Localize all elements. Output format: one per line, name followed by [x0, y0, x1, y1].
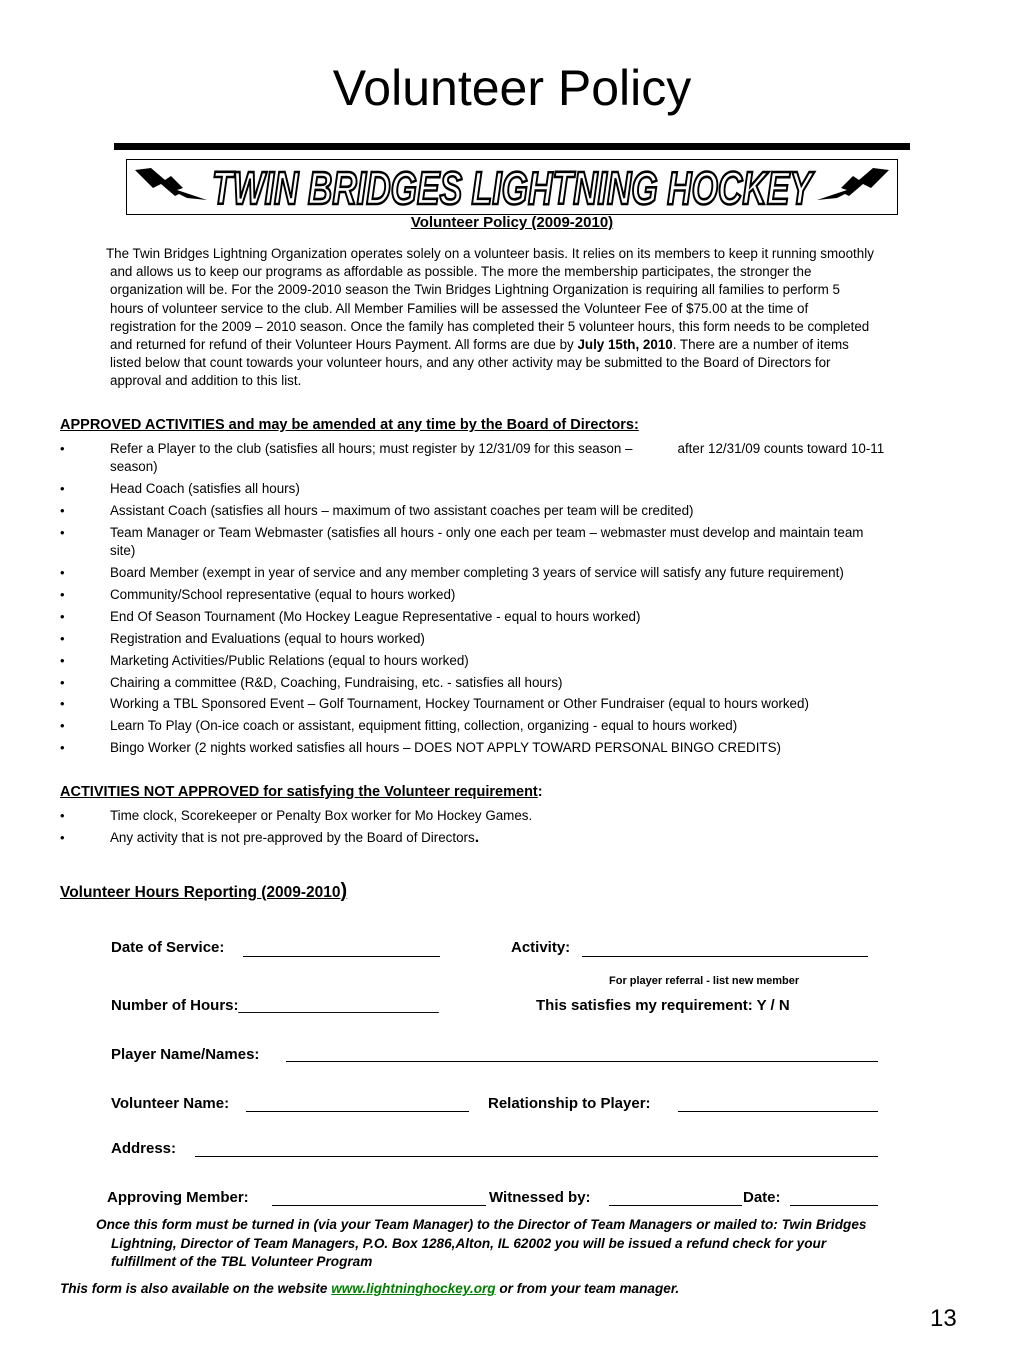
- bullet-icon: •: [60, 609, 65, 624]
- bullet-icon: •: [60, 808, 65, 823]
- bullet-icon: •: [60, 675, 65, 690]
- closing-paragraph: [96, 1216, 866, 1272]
- bullet-icon: •: [60, 718, 65, 733]
- closing-line: Lightning, Director of Team Managers, P.O. Box 1286,Alton, IL 62002 you will be issued a refund check for your: [111, 1235, 827, 1251]
- intro-line: and returned for refund of their Volunteer Hours Payment. All forms are due by July 15th, 2010. There are a number of items: [110, 337, 849, 353]
- date-of-service-field[interactable]: [243, 956, 440, 957]
- bullet-icon: •: [60, 696, 65, 711]
- requirement-question[interactable]: This satisfies my requirement: Y / N: [536, 997, 790, 1014]
- page-title: Volunteer Policy: [332, 60, 692, 116]
- left-lightning-bolt-icon: [135, 168, 207, 200]
- player-names-field[interactable]: [286, 1061, 878, 1062]
- list-item: Head Coach (satisfies all hours): [110, 481, 300, 496]
- list-item: Registration and Evaluations (equal to hours worked): [110, 631, 425, 646]
- bullet-icon: •: [60, 740, 65, 755]
- number-of-hours-field[interactable]: ________________________: [238, 997, 439, 1014]
- volunteer-name-label: Volunteer Name:: [111, 1095, 230, 1112]
- intro-line: approval and addition to this list.: [110, 373, 302, 389]
- bullet-icon: •: [60, 830, 65, 845]
- list-item: End Of Season Tournament (Mo Hockey League Representative - equal to hours worked): [110, 609, 641, 624]
- bullet-icon: •: [60, 441, 65, 456]
- activity-field[interactable]: [582, 956, 868, 957]
- bullet-icon: •: [60, 587, 65, 602]
- bullet-icon: •: [60, 631, 65, 646]
- intro-line: listed below that count towards your volunteer hours, and any other activity may be submitted to the Board of Directors for: [110, 355, 831, 371]
- right-lightning-bolt-icon: [817, 168, 889, 200]
- intro-line: hours of volunteer service to the club. All Member Families will be assessed the Volunteer Fee of $75.00 at the time of: [110, 300, 809, 316]
- witnessed-by-label: Witnessed by:: [489, 1189, 591, 1206]
- relationship-label: Relationship to Player:: [488, 1095, 651, 1112]
- website-note: This form is also available on the website www.lightninghockey.org or from your team manager.: [60, 1281, 680, 1296]
- section-subtitle: Volunteer Policy (2009-2010): [410, 214, 614, 231]
- approved-heading: APPROVED ACTIVITIES and may be amended at any time by the Board of Directors:: [60, 417, 639, 433]
- list-item: Chairing a committee (R&D, Coaching, Fundraising, etc. - satisfies all hours): [110, 675, 563, 690]
- page-number: 13: [930, 1305, 957, 1332]
- list-item: Marketing Activities/Public Relations (equal to hours worked): [110, 653, 469, 668]
- intro-line: and allows us to keep our programs as affordable as possible. The more the membership participates, the stronger the: [110, 264, 812, 280]
- not-approved-heading: ACTIVITIES NOT APPROVED for satisfying the Volunteer requirement:: [60, 784, 543, 800]
- list-item: Bingo Worker (2 nights worked satisfies all hours – DOES NOT APPLY TOWARD PERSONAL BINGO CREDITS): [110, 740, 781, 755]
- intro-line: The Twin Bridges Lightning Organization operates solely on a volunteer basis. It relies on its members to keep it running smoothly: [106, 246, 874, 261]
- activity-note: For player referral - list new member: [609, 975, 800, 987]
- bullet-icon: •: [60, 503, 65, 518]
- list-item: Board Member (exempt in year of service and any member completing 3 years of service will satisfy any future requirement): [110, 565, 844, 580]
- closing-line: Once this form must be turned in (via your Team Manager) to the Director of Team Managers or mailed to: Twin Bridges: [96, 1217, 867, 1232]
- list-item: Assistant Coach (satisfies all hours – maximum of two assistant coaches per team will be credited): [110, 503, 694, 518]
- intro-line: organization will be. For the 2009-2010 season the Twin Bridges Lightning Organization is requiring all families to perform 5: [110, 282, 840, 298]
- bullet-icon: •: [60, 565, 65, 580]
- list-item: Team Manager or Team Webmaster (satisfies all hours - only one each per team – webmaster must develop and maintain team site): [110, 525, 864, 558]
- list-item: Learn To Play (On-ice coach or assistant, equipment fitting, collection, organizing - equal to hours worked): [110, 718, 738, 733]
- banner-text: TWIN BRIDGES LIGHTNING HOCKEY: [212, 162, 816, 214]
- bullet-icon: •: [60, 481, 65, 496]
- reporting-heading: Volunteer Hours Reporting (2009-2010): [60, 880, 348, 902]
- list-item: Working a TBL Sponsored Event – Golf Tournament, Hockey Tournament or Other Fundraiser (equal to hours worked): [110, 696, 809, 711]
- bullet-icon: •: [60, 653, 65, 668]
- intro-line: registration for the 2009 – 2010 season. Once the family has completed their 5 volunteer hours, this form needs to be completed: [110, 318, 870, 334]
- approving-member-field[interactable]: [272, 1205, 486, 1206]
- number-of-hours-label: Number of Hours:________________________: [111, 997, 439, 1014]
- closing-line: fulfillment of the TBL Volunteer Program: [111, 1254, 373, 1269]
- activity-label: Activity:: [511, 939, 571, 956]
- list-item: Refer a Player to the club (satisfies all hours; must register by 12/31/09 for this season – after 12/31/09 counts toward 10-11 season): [110, 441, 885, 474]
- approving-member-label: Approving Member:: [107, 1189, 249, 1206]
- bullet-icon: •: [60, 525, 65, 540]
- address-field[interactable]: [195, 1156, 878, 1157]
- list-item: Any activity that is not pre-approved by the Board of Directors.: [110, 829, 480, 846]
- list-item: Time clock, Scorekeeper or Penalty Box worker for Mo Hockey Games.: [110, 808, 533, 823]
- volunteer-name-field[interactable]: [246, 1111, 469, 1112]
- witnessed-by-field[interactable]: [609, 1205, 742, 1206]
- intro-paragraph: [106, 245, 874, 391]
- relationship-field[interactable]: [678, 1111, 878, 1112]
- banner-logo: [127, 160, 897, 214]
- website-link[interactable]: www.lightninghockey.org: [331, 1281, 496, 1296]
- signature-date-label: Date:: [743, 1189, 781, 1206]
- player-names-label: Player Name/Names:: [111, 1046, 260, 1063]
- team-banner: [126, 159, 898, 215]
- due-date: July 15th, 2010: [577, 337, 673, 353]
- title-rule: [114, 143, 910, 150]
- signature-date-field[interactable]: [790, 1205, 878, 1206]
- date-of-service-label: Date of Service:: [111, 939, 225, 956]
- list-item: Community/School representative (equal to hours worked): [110, 587, 456, 602]
- address-label: Address:: [111, 1140, 177, 1157]
